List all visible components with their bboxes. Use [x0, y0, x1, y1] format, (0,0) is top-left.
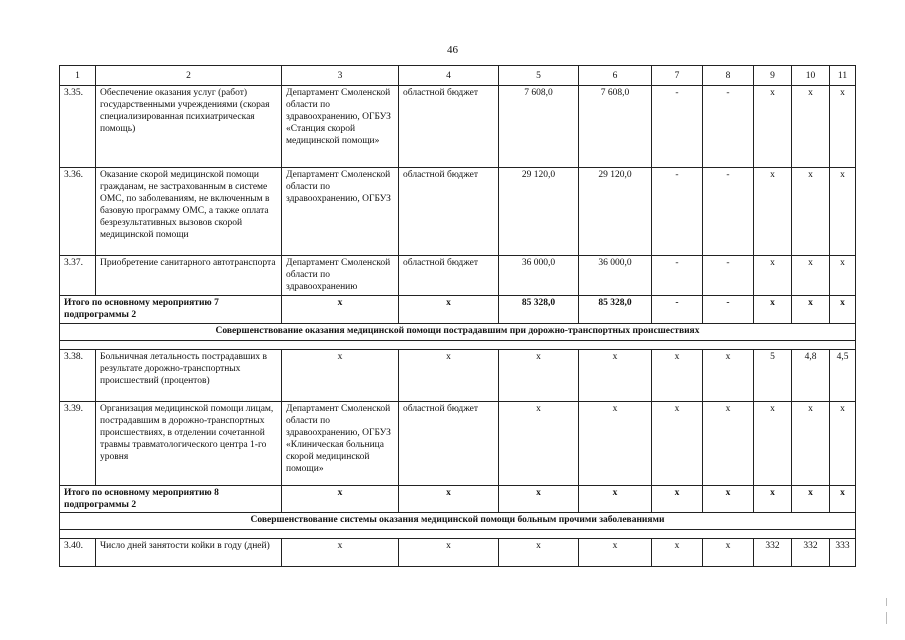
- col-header: 4: [399, 66, 499, 86]
- row-number: 3.40.: [60, 539, 96, 567]
- row-number: 3.35.: [60, 86, 96, 168]
- program-table: [59, 65, 856, 567]
- cell-c3: х: [282, 486, 399, 513]
- col-header: 8: [703, 66, 754, 86]
- col-header: 3: [282, 66, 399, 86]
- cell-c10: х: [792, 296, 830, 324]
- cell-c7: х: [652, 350, 703, 402]
- row-name: Оказание скорой медицинской помощи гражданам, не застрахованным в системе ОМС, по заболеваниям, не включенным в базовую программу ОМС, а также оплата безрезультативных вызовов скорой медицинской помощи: [96, 168, 282, 256]
- row-number: 3.38.: [60, 350, 96, 402]
- cell-c8: -: [703, 296, 754, 324]
- cell-c11: х: [830, 402, 856, 486]
- table-row: [60, 256, 856, 296]
- cell-c5: 7 608,0: [499, 86, 579, 168]
- cell-c11: х: [830, 168, 856, 256]
- cell-c10: х: [792, 486, 830, 513]
- cell-c6: 7 608,0: [579, 86, 652, 168]
- section-heading-row: [60, 513, 856, 530]
- col-header: 1: [60, 66, 96, 86]
- col-header: 2: [96, 66, 282, 86]
- section-heading: Совершенствование оказания медицинской помощи пострадавшим при дорожно-транспортных происшествиях: [60, 324, 856, 341]
- table-row: [60, 350, 856, 402]
- cell-c11: х: [830, 486, 856, 513]
- cell-c5: 29 120,0: [499, 168, 579, 256]
- col-header: 5: [499, 66, 579, 86]
- cell-c11: х: [830, 86, 856, 168]
- cell-c6: х: [579, 402, 652, 486]
- total-label: Итого по основному мероприятию 8 подпрограммы 2: [60, 486, 282, 513]
- cell-c7: -: [652, 296, 703, 324]
- cell-c4: х: [399, 296, 499, 324]
- row-name: Организация медицинской помощи лицам, пострадавшим в дорожно-транспортных происшествиях, в отделении сочетанной травмы травматологического центра 1-го уровня: [96, 402, 282, 486]
- section-gap: [60, 530, 856, 539]
- cell-c5: 36 000,0: [499, 256, 579, 296]
- row-name: Приобретение санитарного автотранспорта: [96, 256, 282, 296]
- cell-c6: 36 000,0: [579, 256, 652, 296]
- cell-c11: 4,5: [830, 350, 856, 402]
- cell-c8: -: [703, 256, 754, 296]
- cell-c8: х: [703, 402, 754, 486]
- cell-c3: х: [282, 296, 399, 324]
- cell-c5: х: [499, 539, 579, 567]
- row-source: областной бюджет: [399, 168, 499, 256]
- table-row: [60, 86, 856, 168]
- cell-c8: х: [703, 486, 754, 513]
- row-executor: Департамент Смоленской области по здравоохранению: [282, 256, 399, 296]
- cell-c11: х: [830, 296, 856, 324]
- row-executor: Департамент Смоленской области по здравоохранению, ОГБУЗ «Клиническая больница скорой медицинской помощи»: [282, 402, 399, 486]
- col-header: 11: [830, 66, 856, 86]
- cell-c7: -: [652, 86, 703, 168]
- row-executor: х: [282, 539, 399, 567]
- table-row: [60, 168, 856, 256]
- cell-c8: -: [703, 168, 754, 256]
- row-number: 3.39.: [60, 402, 96, 486]
- cell-c9: х: [754, 168, 792, 256]
- section-gap: [60, 341, 856, 350]
- total-label: Итого по основному мероприятию 7 подпрограммы 2: [60, 296, 282, 324]
- cell-c10: х: [792, 256, 830, 296]
- row-name: Число дней занятости койки в году (дней): [96, 539, 282, 567]
- cell-c10: х: [792, 168, 830, 256]
- cell-c11: х: [830, 256, 856, 296]
- cell-c5: х: [499, 350, 579, 402]
- cell-c9: х: [754, 486, 792, 513]
- cell-c7: -: [652, 168, 703, 256]
- cell-c11: 333: [830, 539, 856, 567]
- row-name: Обеспечение оказания услуг (работ) государственными учреждениями (скорая специализированная психиатрическая помощь): [96, 86, 282, 168]
- scan-mark: [886, 612, 887, 624]
- cell-c10: х: [792, 402, 830, 486]
- cell-c5: 85 328,0: [499, 296, 579, 324]
- total-row: [60, 296, 856, 324]
- cell-c5: х: [499, 486, 579, 513]
- cell-c6: х: [579, 350, 652, 402]
- cell-c7: -: [652, 256, 703, 296]
- row-source: х: [399, 350, 499, 402]
- row-source: областной бюджет: [399, 256, 499, 296]
- scan-mark: [886, 598, 887, 606]
- col-header: 9: [754, 66, 792, 86]
- cell-c4: х: [399, 486, 499, 513]
- row-source: х: [399, 539, 499, 567]
- cell-c9: х: [754, 256, 792, 296]
- cell-c6: х: [579, 539, 652, 567]
- cell-c9: 5: [754, 350, 792, 402]
- row-number: 3.37.: [60, 256, 96, 296]
- cell-c6: 29 120,0: [579, 168, 652, 256]
- cell-c9: х: [754, 86, 792, 168]
- cell-c10: 332: [792, 539, 830, 567]
- page-number: 46: [447, 44, 458, 56]
- cell-c7: х: [652, 486, 703, 513]
- row-source: областной бюджет: [399, 402, 499, 486]
- cell-c8: х: [703, 539, 754, 567]
- row-executor: Департамент Смоленской области по здравоохранению, ОГБУЗ «Станция скорой медицинской помощи»: [282, 86, 399, 168]
- row-executor: Департамент Смоленской области по здравоохранению, ОГБУЗ: [282, 168, 399, 256]
- cell-c5: х: [499, 402, 579, 486]
- cell-c9: 332: [754, 539, 792, 567]
- cell-c7: х: [652, 539, 703, 567]
- cell-c8: -: [703, 86, 754, 168]
- cell-c6: х: [579, 486, 652, 513]
- col-header: 10: [792, 66, 830, 86]
- section-gap-row: [60, 530, 856, 539]
- column-number-row: [60, 66, 856, 86]
- total-row: [60, 486, 856, 513]
- row-number: 3.36.: [60, 168, 96, 256]
- table-row: [60, 539, 856, 567]
- cell-c9: х: [754, 402, 792, 486]
- cell-c10: 4,8: [792, 350, 830, 402]
- section-gap-row: [60, 341, 856, 350]
- cell-c10: х: [792, 86, 830, 168]
- cell-c6: 85 328,0: [579, 296, 652, 324]
- cell-c9: х: [754, 296, 792, 324]
- row-executor: х: [282, 350, 399, 402]
- cell-c8: х: [703, 350, 754, 402]
- cell-c7: х: [652, 402, 703, 486]
- col-header: 7: [652, 66, 703, 86]
- row-source: областной бюджет: [399, 86, 499, 168]
- col-header: 6: [579, 66, 652, 86]
- section-heading: Совершенствование системы оказания медицинской помощи больным прочими заболеваниями: [60, 513, 856, 530]
- row-name: Больничная летальность пострадавших в результате дорожно-транспортных происшествий (процентов): [96, 350, 282, 402]
- table-row: [60, 402, 856, 486]
- section-heading-row: [60, 324, 856, 341]
